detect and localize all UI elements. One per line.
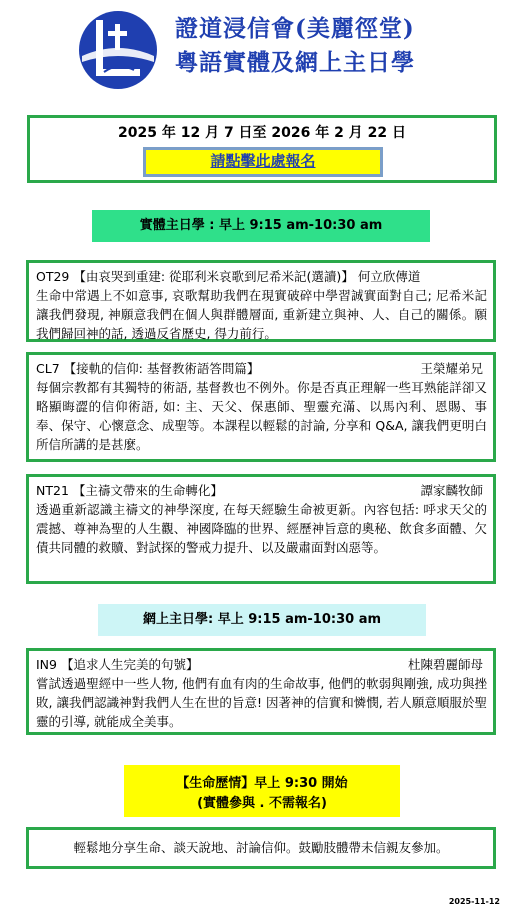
course-card-ot29 [26,260,496,342]
life-sharing-banner [124,765,400,817]
date-range: 2025 年 12 月 7 日至 2026 年 2 月 22 日 [118,125,406,141]
page-subtitle: 粵語實體及網上主日學 [175,49,415,76]
course-code: NT21 [36,483,69,498]
course-description: 每個宗教都有其獨特的術語, 基督教也不例外。你是否真正理解一些耳熟能詳卻又略顯晦澀的信仰術語, 如: 主、天父、保惠師、聖靈充滿、以馬內利、恩賜、事奉、保守、心懷意念、成聖等。本課程以輕鬆的討論, 分享和 Q&A, 讓我們更明白所信所講的是甚麼。 [36,380,487,452]
course-title: 【主禱文帶來的生命轉化】 [72,483,223,498]
course-title: 【接軌的信仰: 基督教術語答問篇】 [63,361,260,376]
course-teacher: 譚家麟牧師 [420,483,483,498]
church-logo-icon [78,10,158,90]
life-sharing-description: 輕鬆地分享生命、談天說地、討論信仰。鼓勵肢體帶未信親友參加。 [26,827,496,869]
course-title: 【由哀哭到重建: 從耶利米哀歌到尼希米記(選讀)】 [73,269,354,284]
course-title: 【追求人生完美的句號】 [60,657,199,672]
physical-sunday-school-banner: 實體主日學 : 早上 9:15 am-10:30 am [92,210,430,242]
church-name: 證道浸信會(美麗徑堂) [175,15,415,42]
course-teacher: 何立欣傳道 [357,269,421,284]
life-sharing-title: 【生命歷情】早上 9:30 開始 [176,776,348,791]
date-register-box [27,115,497,183]
course-card-nt21 [26,474,496,584]
course-card-cl7 [26,352,496,462]
course-teacher: 王榮耀弟兄 [420,361,483,376]
course-code: IN9 [36,657,57,672]
course-description: 生命中常遇上不如意事, 哀歌幫助我們在現實破碎中學習誠實面對自己; 尼希米記讓我們發現, 神願意我們在個人與群體層面, 重新建立與神、人、自己的關係。願我們歸回神的話, 透過反省歷史, 得力前行。 [36,288,487,341]
course-teacher: 杜陳碧麗師母 [407,657,483,672]
online-sunday-school-banner: 網上主日學: 早上 9:15 am-10:30 am [98,604,426,636]
course-card-in9 [26,648,496,735]
course-code: CL7 [36,361,60,376]
life-sharing-note: (實體參與 . 不需報名) [197,796,327,811]
register-button[interactable]: 請點擊此處報名 [143,147,383,177]
course-description: 嘗試透過聖經中一些人物, 他們有血有肉的生命故事, 他們的軟弱與剛強, 成功與挫敗, 讓我們認識神對我們人生在世的旨意! 因著神的信實和憐憫, 若人願意順服於聖靈的引導, 就能成全美事。 [36,676,487,729]
course-code: OT29 [36,269,70,284]
footer-date: 2025-11-12 [448,897,500,906]
course-description: 透過重新認識主禱文的神學深度, 在每天經驗生命被更新。內容包括: 呼求天父的震撼、尊神為聖的人生觀、神國降臨的世界、經歷神旨意的奧秘、飲食多面體、欠債共同體的救贖、對試探的警戒力提升、以及嚴肅面對凶惡等。 [36,502,487,555]
